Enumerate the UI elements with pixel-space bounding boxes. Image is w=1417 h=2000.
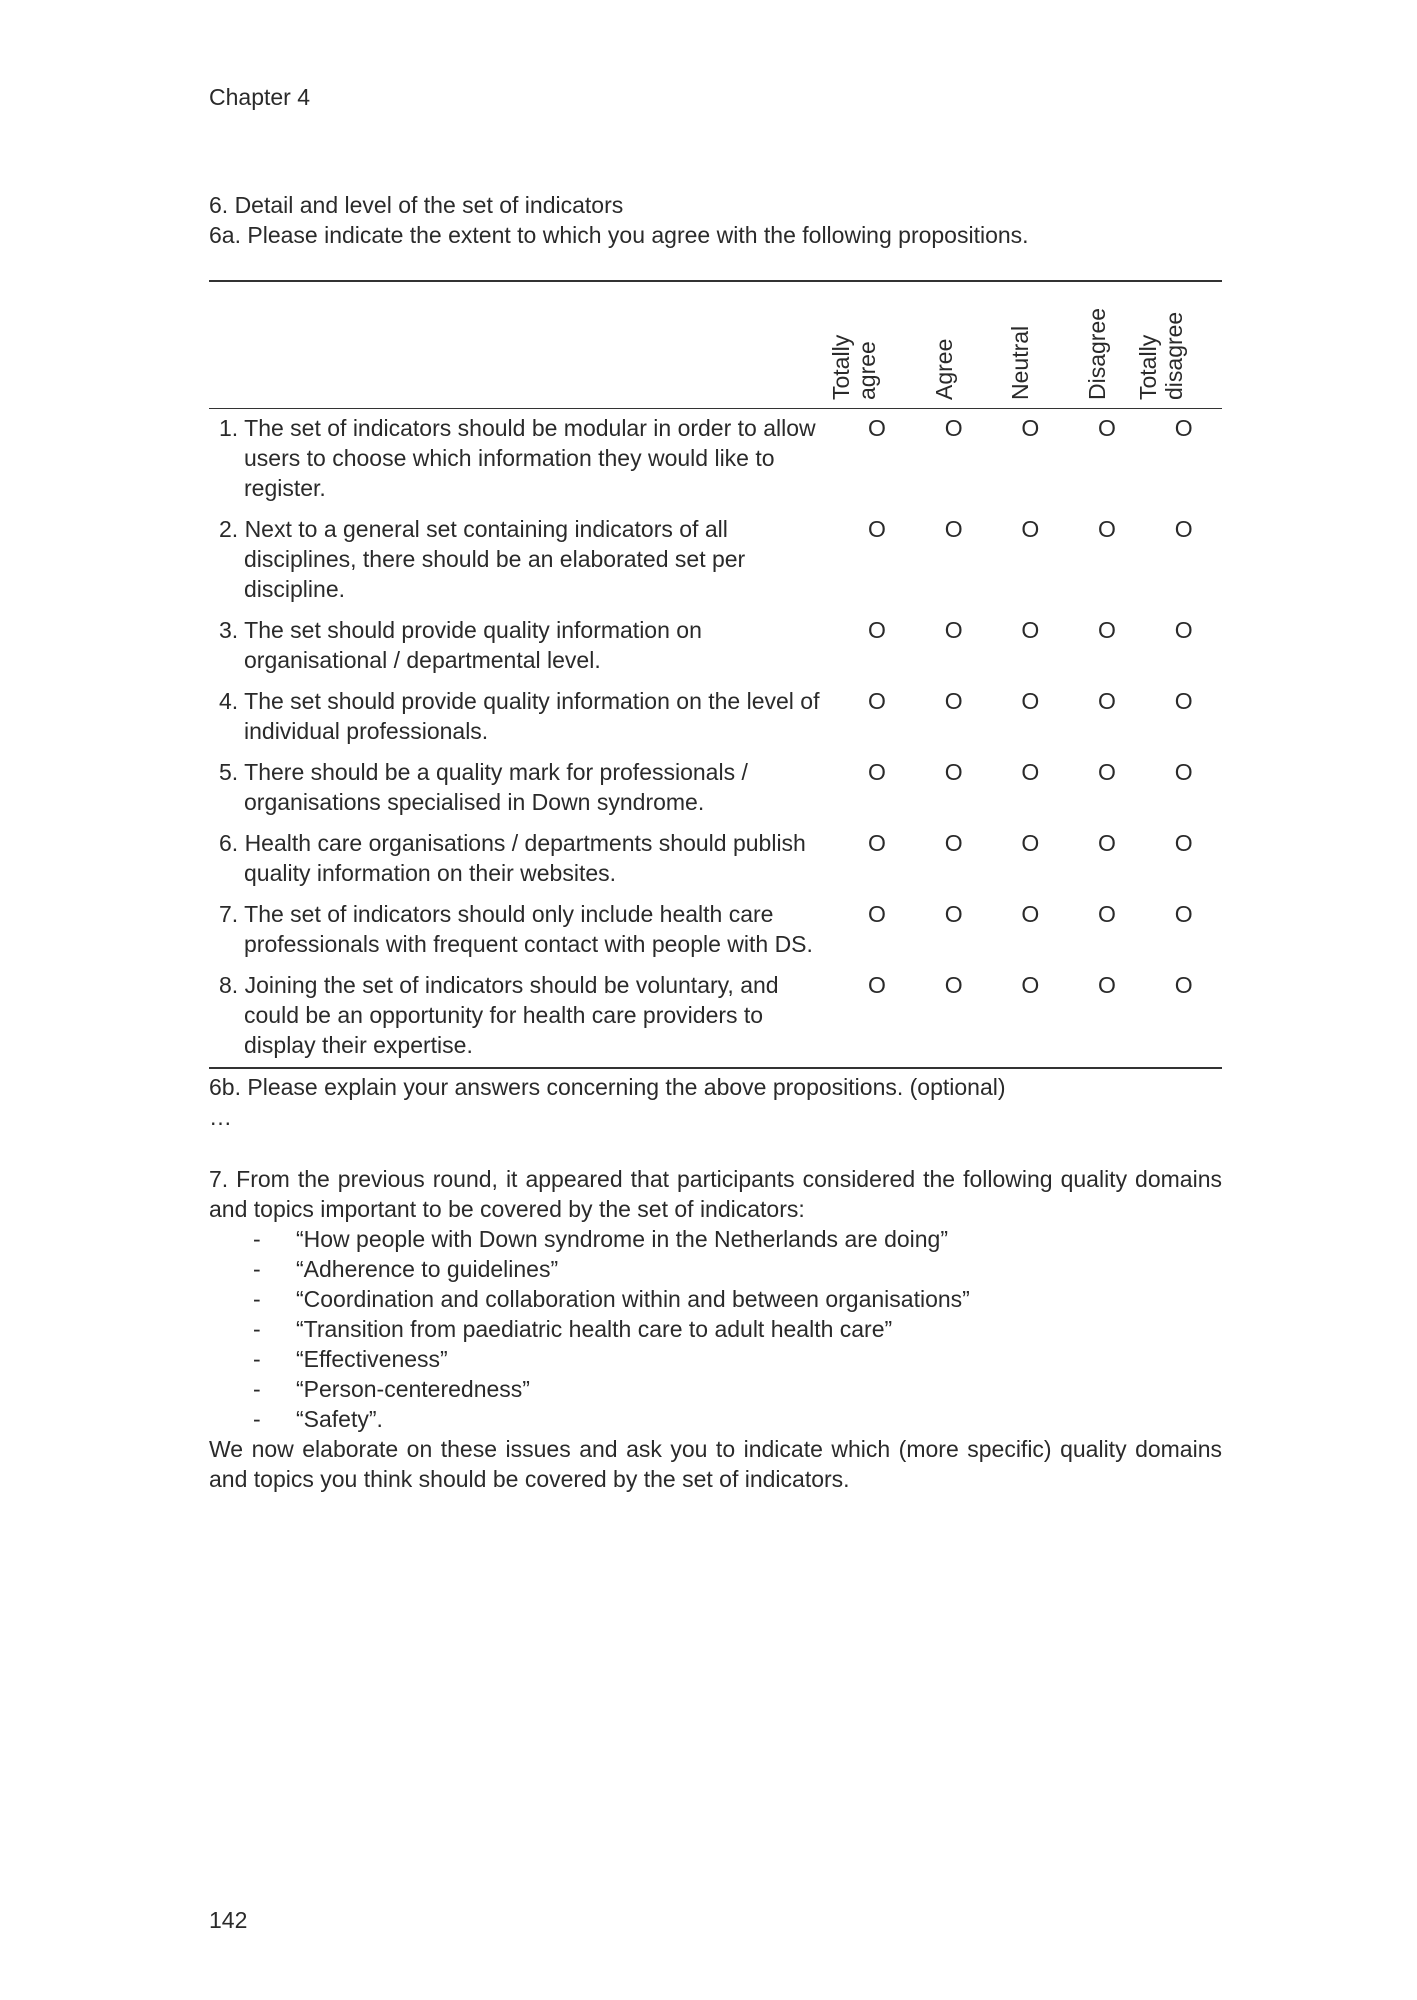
- list-item: - “Person-centeredness”: [253, 1376, 530, 1402]
- proposition-8: 8. Joining the set of indicators should be voluntary, and could be an opportunity for health care providers to display their expertise.: [219, 972, 779, 1058]
- section-6a-instruction: 6a. Please indicate the extent to which you agree with the following propositions.: [209, 222, 1029, 248]
- dash-bullet: -: [253, 1226, 261, 1252]
- dash-bullet: -: [253, 1376, 261, 1402]
- section-7-intro: 7. From the previous round, it appeared that participants considered the following quality domains and topics important to be covered by the set of indicators:: [209, 1166, 1222, 1222]
- radio-option[interactable]: O: [944, 830, 963, 856]
- radio-option[interactable]: O: [1174, 830, 1193, 856]
- radio-option[interactable]: O: [1021, 901, 1040, 927]
- radio-option[interactable]: O: [1174, 688, 1193, 714]
- column-header-neutral: Neutral: [992, 281, 1069, 409]
- proposition-5: 5. There should be a quality mark for professionals / organisations specialised in Down syndrome.: [219, 759, 748, 815]
- page-number: 142: [209, 1907, 248, 1933]
- radio-option[interactable]: O: [868, 688, 886, 714]
- dash-bullet: -: [253, 1286, 261, 1312]
- proposition-column-header: [209, 281, 839, 409]
- table-row: [209, 753, 1222, 824]
- radio-option[interactable]: O: [1021, 617, 1040, 643]
- table-row: [209, 409, 1222, 511]
- radio-option[interactable]: O: [944, 516, 963, 542]
- radio-option[interactable]: O: [944, 688, 963, 714]
- radio-option[interactable]: O: [1021, 415, 1040, 441]
- proposition-1: 1. The set of indicators should be modular in order to allow users to choose which information they would like to register.: [219, 415, 816, 501]
- radio-option[interactable]: O: [1098, 972, 1116, 998]
- dash-bullet: -: [253, 1406, 261, 1432]
- radio-option[interactable]: O: [1098, 688, 1116, 714]
- table-row: [209, 682, 1222, 753]
- radio-option[interactable]: O: [1098, 617, 1116, 643]
- column-header-agree: Agree: [915, 281, 992, 409]
- list-item: - “Transition from paediatric health care to adult health care”: [253, 1316, 893, 1342]
- section-6b: [209, 1072, 1222, 1132]
- proposition-4: 4. The set should provide quality information on the level of individual professionals.: [219, 688, 820, 744]
- radio-option[interactable]: O: [1174, 617, 1193, 643]
- radio-option[interactable]: O: [1098, 516, 1116, 542]
- proposition-6: 6. Health care organisations / departments should publish quality information on their websites.: [219, 830, 806, 886]
- section-6b-question: 6b. Please explain your answers concerning the above propositions. (optional): [209, 1074, 1006, 1100]
- list-item: - “Safety”.: [253, 1406, 383, 1432]
- proposition-7: 7. The set of indicators should only include health care professionals with frequent contact with people with DS.: [219, 901, 813, 957]
- dash-bullet: -: [253, 1256, 261, 1282]
- column-header-disagree: Disagree: [1069, 281, 1146, 409]
- radio-option[interactable]: O: [868, 830, 886, 856]
- list-item: - “Adherence to guidelines”: [253, 1256, 559, 1282]
- radio-option[interactable]: O: [1174, 759, 1193, 785]
- radio-option[interactable]: O: [1021, 972, 1040, 998]
- radio-option[interactable]: O: [1174, 516, 1193, 542]
- radio-option[interactable]: O: [1021, 759, 1040, 785]
- answer-placeholder-ellipsis: …: [209, 1104, 232, 1130]
- radio-option[interactable]: O: [1174, 415, 1193, 441]
- column-header-totally-disagree: Totally disagree: [1145, 281, 1222, 409]
- radio-option[interactable]: O: [868, 972, 886, 998]
- section-6: [209, 190, 1222, 250]
- dash-bullet: -: [253, 1316, 261, 1342]
- radio-option[interactable]: O: [1174, 972, 1193, 998]
- dash-bullet: -: [253, 1346, 261, 1372]
- radio-option[interactable]: O: [868, 617, 886, 643]
- table-row: [209, 966, 1222, 1068]
- chapter-header: Chapter 4: [209, 84, 311, 110]
- radio-option[interactable]: O: [1098, 759, 1116, 785]
- radio-option[interactable]: O: [868, 415, 886, 441]
- list-item: - “Coordination and collaboration within and between organisations”: [253, 1286, 970, 1312]
- radio-option[interactable]: O: [944, 901, 963, 927]
- radio-option[interactable]: O: [944, 972, 963, 998]
- likert-table: [209, 280, 1222, 1069]
- radio-option[interactable]: O: [944, 617, 963, 643]
- radio-option[interactable]: O: [1021, 516, 1040, 542]
- section-6-title: 6. Detail and level of the set of indicators: [209, 192, 624, 218]
- domain-list: [209, 1224, 1222, 1434]
- radio-option[interactable]: O: [1021, 688, 1040, 714]
- proposition-3: 3. The set should provide quality information on organisational / departmental level.: [219, 617, 702, 673]
- table-row: [209, 611, 1222, 682]
- table-row: [209, 510, 1222, 611]
- table-row: [209, 895, 1222, 966]
- list-item: - “Effectiveness”: [253, 1346, 448, 1372]
- column-header-totally-agree: Totally agree: [839, 281, 916, 409]
- radio-option[interactable]: O: [944, 415, 963, 441]
- radio-option[interactable]: O: [1021, 830, 1040, 856]
- proposition-2: 2. Next to a general set containing indicators of all disciplines, there should be an elaborated set per discipline.: [219, 516, 746, 602]
- radio-option[interactable]: O: [868, 901, 886, 927]
- section-7: [209, 1164, 1222, 1494]
- radio-option[interactable]: O: [1098, 830, 1116, 856]
- radio-option[interactable]: O: [1098, 415, 1116, 441]
- radio-option[interactable]: O: [944, 759, 963, 785]
- table-row: [209, 824, 1222, 895]
- radio-option[interactable]: O: [868, 516, 886, 542]
- radio-option[interactable]: O: [1098, 901, 1116, 927]
- radio-option[interactable]: O: [868, 759, 886, 785]
- list-item: - “How people with Down syndrome in the Netherlands are doing”: [253, 1226, 949, 1252]
- section-7-closing: We now elaborate on these issues and ask you to indicate which (more specific) quality domains and topics you think should be covered by the set of indicators.: [209, 1436, 1222, 1492]
- likert-header-row: [209, 281, 1222, 409]
- radio-option[interactable]: O: [1174, 901, 1193, 927]
